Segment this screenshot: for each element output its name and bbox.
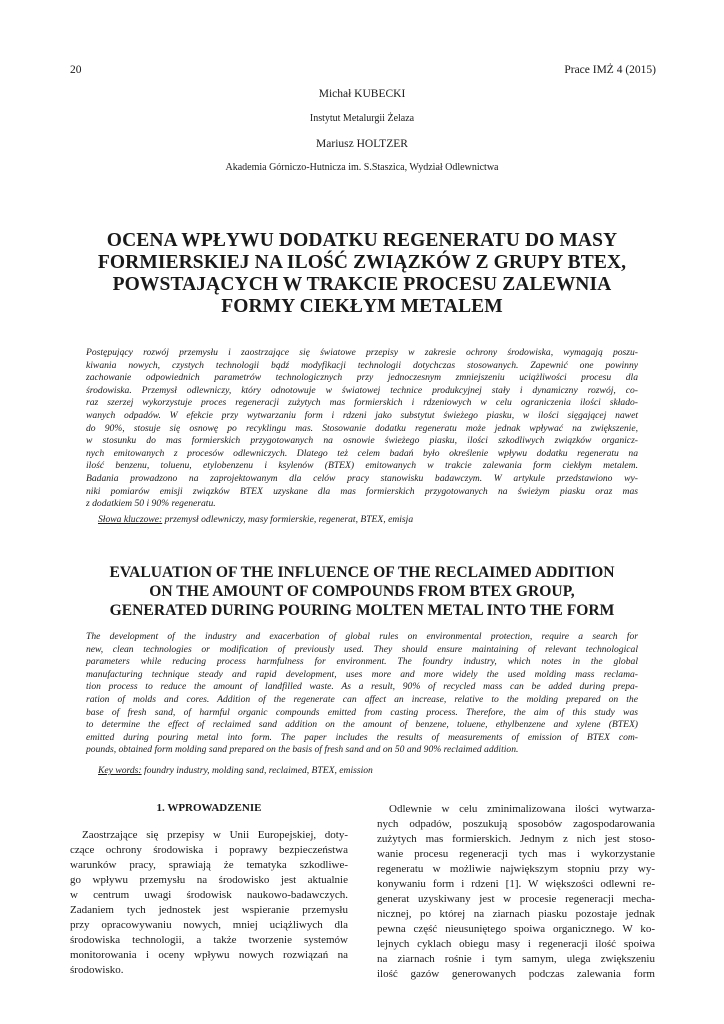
abstract-line: tion process to reduce the amount of landfilled waste. As a result, 90% of recycled mass can be added during prepa- <box>86 681 638 693</box>
abstract-line: parameters while reducing process harmfulness for environment. The foundry industry, which notes in the global <box>86 656 638 668</box>
body-line: Odlewnie w celu zminimalizowana ilości wytwarza- <box>389 803 655 815</box>
abstract-line: The development of the industry and exacerbation of global rules on environmental protection, require a search for <box>86 631 638 642</box>
section-heading: 1. WPROWADZENIE <box>156 802 262 814</box>
abstract-line: wanych odpadów. W efekcie przy wytwarzaniu form i rdzeni jako substytut świeżego piasku, w ilości sięgającej nawet <box>86 409 638 421</box>
body-line: warunków pracy, sprawiają że tematyka szkodliwe- <box>70 859 348 871</box>
body-line: przy opracowywaniu nowych, mniej uciążliwych dla <box>70 919 348 931</box>
body-line: zużytych mas formierskich. Jednym z nich jest stoso- <box>377 833 655 845</box>
title-line: EVALUATION OF THE INFLUENCE OF THE RECLAIMED ADDITION <box>109 564 615 581</box>
abstract-line: Badania prowadzono na zaprojektowanym dla celów pracy stanowisku badawczym. W artykule przedstawiono wy- <box>86 472 638 484</box>
abstract-polish <box>86 347 638 511</box>
title-line: FORMY CIEKŁYM METALEM <box>221 296 503 317</box>
body-line: regeneratu w możliwie największym stopniu przy wy- <box>377 863 655 875</box>
body-line: go wpływu przemysłu na środowisko jest aktualnie <box>70 874 348 886</box>
abstract-line: nych emitowanych z procesów odlewniczych. Dlatego też celem badań było określenie wpływu dodatku regeneratu na <box>86 447 638 459</box>
body-line: ilość gazów generowanych podczas zalewania form <box>377 968 655 980</box>
keywords-text: przemysł odlewniczy, masy formierskie, regenerat, BTEX, emisja <box>162 514 414 525</box>
body-line: wanie procesu regeneracji tych mas i wykorzystanie <box>377 848 655 860</box>
abstract-line: emitted during pouring metal into form. The paper includes the results of measurements of emission of BTEX com- <box>86 731 638 743</box>
abstract-line: niki pomiarów emisji związków BTEX uzyskane dla mas formierskich przygotowanych na świeżym piasku oraz mas <box>86 485 638 497</box>
body-line: środowiska technologii, a także tworzenie systemów <box>70 934 348 946</box>
body-column-left <box>70 828 348 978</box>
keywords-english <box>98 765 638 776</box>
body-column-right <box>377 802 655 982</box>
abstract-line: zachowanie odpowiednich parametrów technologicznych przy jednoczesnym zmniejszeniu uciążliwości procesu dla <box>86 372 638 384</box>
abstract-line: do 90%, stosuje się osnowę po recyklingu mas. Stosowanie dodatku regeneratu może jednak wpływać na zwiększenie, <box>86 422 638 434</box>
abstract-line: manufacturing technique steady and rapid development, uses more and more widely the used molding mass reclama- <box>86 668 638 680</box>
keywords-label: Słowa kluczowe: <box>98 514 163 525</box>
body-line: Zaostrzające się przepisy w Unii Europejskiej, doty- <box>82 829 348 841</box>
journal-reference: Prace IMŻ 4 (2015) <box>564 64 656 76</box>
author-affiliation-2: Akademia Górniczo-Hutnicza im. S.Staszica, Wydział Odlewnictwa <box>225 162 499 173</box>
abstract-line: pounds, obtained form molding sand prepared on the basis of fresh sand and on 50 and 90% reclaimed addition. <box>86 744 519 756</box>
title-line: POWSTAJĄCYCH W TRAKCIE PROCESU ZALEWNIA <box>112 274 612 295</box>
abstract-line: new, clean technologies or modification of previously used. They should ensure maintaining of relevant technological <box>86 643 638 655</box>
body-line: w centrum uwagi środowisk naukowo-badawczych. <box>70 889 348 901</box>
body-line: generat uzyskiwany jest w procesie regeneracji mecha- <box>377 893 655 905</box>
abstract-line: ration of molds and cores. Addition of the regenerate can affect an increase, relative to the molding prepared on the <box>86 693 638 705</box>
body-line: konywaniu form i rdzeni [1]. W większości odlewni re- <box>377 878 655 890</box>
abstract-line: środowiska. Przemysł odlewniczy, który odnotowuje w światowej technice produkcyjnej stały i dynamiczny rozwój, co- <box>86 384 638 396</box>
body-line: środowisko. <box>70 964 124 976</box>
body-line: lejnych cyklach obiegu masy i regeneracji ilość spoiwa <box>377 938 655 950</box>
title-line: OCENA WPŁYWU DODATKU REGENERATU DO MASY <box>106 230 618 251</box>
abstract-line: to determine the effect of reclaimed sand addition on the amount of benzene, toluene, ethylbenzene and xylene (BTEX) <box>86 719 638 731</box>
keywords-text: foundry industry, molding sand, reclaimed, BTEX, emission <box>141 765 373 776</box>
article-title-polish <box>60 230 664 318</box>
body-line: nych odpadów, poszukują sposobów zagospodarowania <box>377 818 655 830</box>
body-line: nicznej, po której na ziarnach piasku pozostaje jednak <box>377 908 655 920</box>
title-line: ON THE AMOUNT OF COMPOUNDS FROM BTEX GROUP, <box>149 583 575 600</box>
abstract-line: raz szerzej wykorzystuje proces regeneracji zużytych mas formierskich i rdzeniowych w celu ograniczenia ilości składo- <box>86 397 638 409</box>
title-line: GENERATED DURING POURING MOLTEN METAL INTO THE FORM <box>109 602 615 619</box>
author-name-2: Mariusz HOLTZER <box>316 138 408 150</box>
body-line: czące ochrony środowiska i poprawy bezpieczeństwa <box>70 844 348 856</box>
author-affiliation-1: Instytut Metalurgii Żelaza <box>309 113 415 124</box>
abstract-line: kiwania nowych, czystych technologii bądź modyfikacji technologii dotychczas stosowanych. Zapewnić one powinny <box>86 359 638 371</box>
abstract-line: w stosunku do mas formierskich przygotowanych na osnowie świeżego piasku, ilości szkodliwych związków organicz- <box>86 435 638 447</box>
running-header <box>70 64 656 78</box>
abstract-line: base of fresh sand, of harmful organic compounds emitted from casting process. Therefore, the aim of this study was <box>86 706 638 718</box>
keywords-label: Key words: <box>98 765 142 776</box>
author-name-1: Michał KUBECKI <box>318 88 406 100</box>
article-title-english <box>50 563 674 620</box>
abstract-line: z dodatkiem 50 i 90% regeneratu. <box>86 498 216 510</box>
body-line: na ziarnach rośnie i tym samym, ulega zwiększeniu <box>377 953 655 965</box>
page-number: 20 <box>70 64 82 76</box>
abstract-line: ilość benzenu, toluenu, etylobenzenu i ksylenów (BTEX) emitowanych w trakcie zalewania form ciekłym metalem. <box>86 460 638 472</box>
body-line: monitorowania i oceny wpływu nowych rozwiązań na <box>70 949 348 961</box>
keywords-polish <box>98 514 638 525</box>
title-line: FORMIERSKIEJ NA ILOŚĆ ZWIĄZKÓW Z GRUPY BTEX, <box>97 252 627 273</box>
body-line: pewna część nieusuniętego spoiwa organicznego. W ko- <box>377 923 655 935</box>
abstract-line: Postępujący rozwój przemysłu i zaostrzające się światowe przepisy w zakresie ochrony środowiska, wymagają poszu- <box>86 347 638 358</box>
body-line: Zadaniem tych jednostek jest wspieranie przemysłu <box>70 904 348 916</box>
abstract-english <box>86 631 638 757</box>
